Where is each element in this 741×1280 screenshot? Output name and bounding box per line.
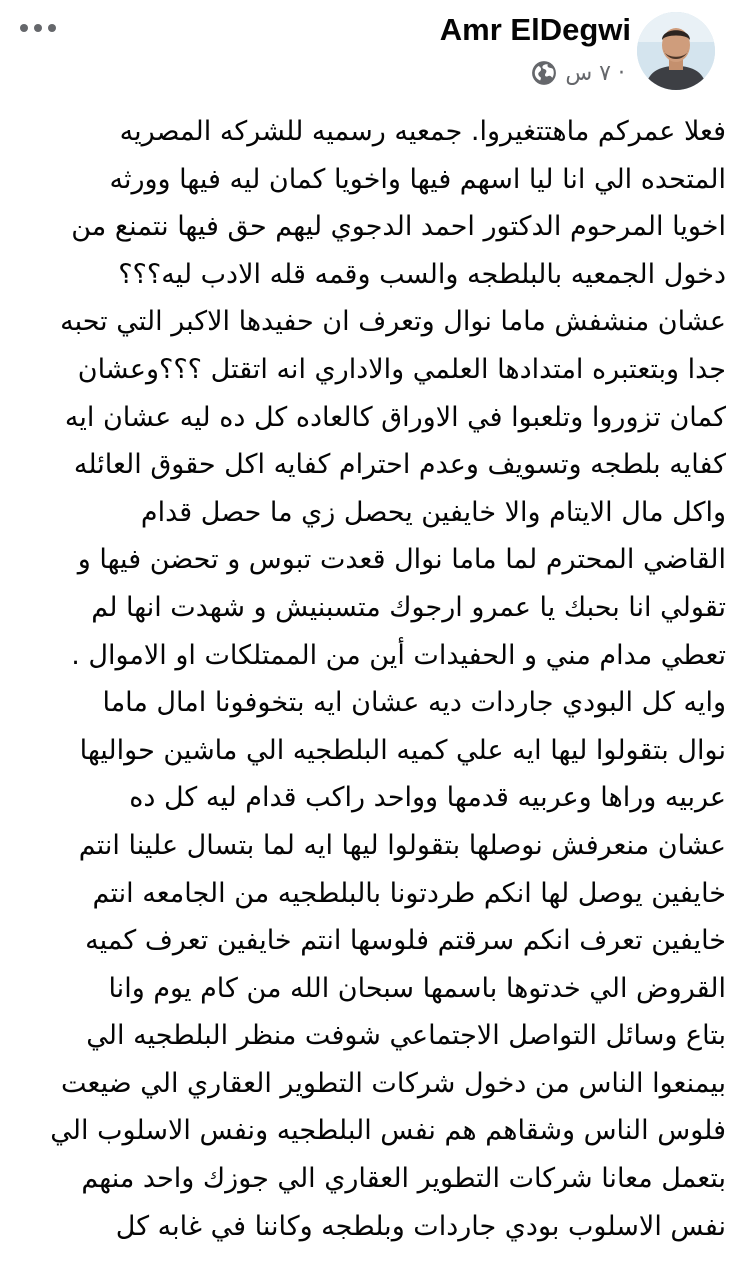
post-text-line: عشان منعرفش نوصلها بتقولوا ليها ايه لما بتسال علينا انتم	[78, 829, 726, 861]
post-text-line: بتاع وسائل التواصل الاجتماعي شوفت منظر البلطجيه الي	[86, 1020, 726, 1052]
post-text-line: كفايه بلطجه وتسويف وعدم احترام كفايه اكل حقوق العائله	[73, 449, 726, 481]
post-text-line: عربيه وراها وعربيه قدمها وواحد راكب قدام ليه كل ده	[129, 782, 726, 814]
more-dot-icon	[48, 24, 56, 32]
post-text-line: تعطي مدام مني و الحفيدات أين من الممتلكات او الاموال .	[71, 639, 726, 671]
post-text-line: القروض الي خدتوها باسمها سبحان الله من كام يوم وانا	[108, 972, 726, 1004]
post-text-line: فعلا عمركم ماهتتغيروا. جمعيه رسميه للشركه المصريه	[119, 116, 726, 147]
post-text-line: واكل مال الايتام والا خايفين يحصل زي ما حصل قدام	[140, 496, 726, 528]
post-text-line: فلوس الناس وشقاهم هم نفس البلطجيه ونفس الاسلوب الي	[50, 1115, 726, 1147]
post-text-line: خايفين يوصل لها انكم طردتونا بالبلطجيه من الجامعه انتم	[92, 877, 726, 909]
post-header	[0, 0, 741, 100]
post-text-line: تقولي انا بحبك يا عمرو ارجوك متسبنيش و شهدت انها لم	[91, 591, 726, 623]
post-text-line: دخول الجمعيه بالبلطجه والسب وقمه قله الادب ليه؟؟؟	[118, 258, 726, 290]
globe-icon[interactable]	[531, 60, 557, 86]
post-text-line: جدا وبتعتبره امتدادها العلمي والاداري انه اتقتل ؟؟؟وعشان	[77, 353, 726, 385]
author-avatar[interactable]	[637, 12, 715, 90]
post-text-line: عشان منشفش ماما نوال وتعرف ان حفيدها الاكبر التي تحبه	[60, 306, 726, 338]
post-text-line: اخويا المرحوم الدكتور احمد الدجوي ليهم حق فيها نتمنع من	[71, 211, 726, 243]
post-text-line: وايه كل البودي جاردات ديه عشان ايه بتخوفونا امال ماما	[102, 687, 726, 719]
post-text-line: نفس الاسلوب بودي جاردات وبلطجه وكاننا في غابه كل	[115, 1210, 726, 1242]
post-text-line: خايفين تعرف انكم سرقتم فلوسها انتم خايفين تعرف كميه	[85, 925, 726, 957]
post-text	[14, 108, 726, 1250]
post-text-line: كمان تزوروا وتلعبوا في الاوراق كالعاده كل ده ليه عشان ايه	[64, 401, 726, 433]
author-name[interactable]: Amr ElDegwi	[439, 12, 631, 47]
post-text-line: نوال بتقولوا ليها ايه علي كميه البلطجيه الي ماشين حواليها	[79, 734, 726, 766]
post-text-line: القاضي المحترم لما ماما نوال قعدت تبوس و تحضن فيها و	[77, 544, 726, 576]
more-horizontal-icon	[20, 24, 28, 32]
post-timestamp[interactable]: ٧ س ·	[565, 60, 625, 86]
post-text-line: بتعمل معانا شركات التطوير العقاري الي جوزك واحد منهم	[81, 1163, 726, 1195]
more-options-button[interactable]	[18, 14, 58, 42]
avatar-photo	[637, 12, 715, 90]
post-meta	[531, 58, 625, 88]
post-text-line: بيمنعوا الناس من دخول شركات التطوير العقاري الي ضيعت	[61, 1067, 726, 1099]
post-text-line: المتحده الي انا ليا اسهم فيها واخويا كمان ليه فيها وورثه	[109, 163, 726, 195]
more-dot-icon	[34, 24, 42, 32]
